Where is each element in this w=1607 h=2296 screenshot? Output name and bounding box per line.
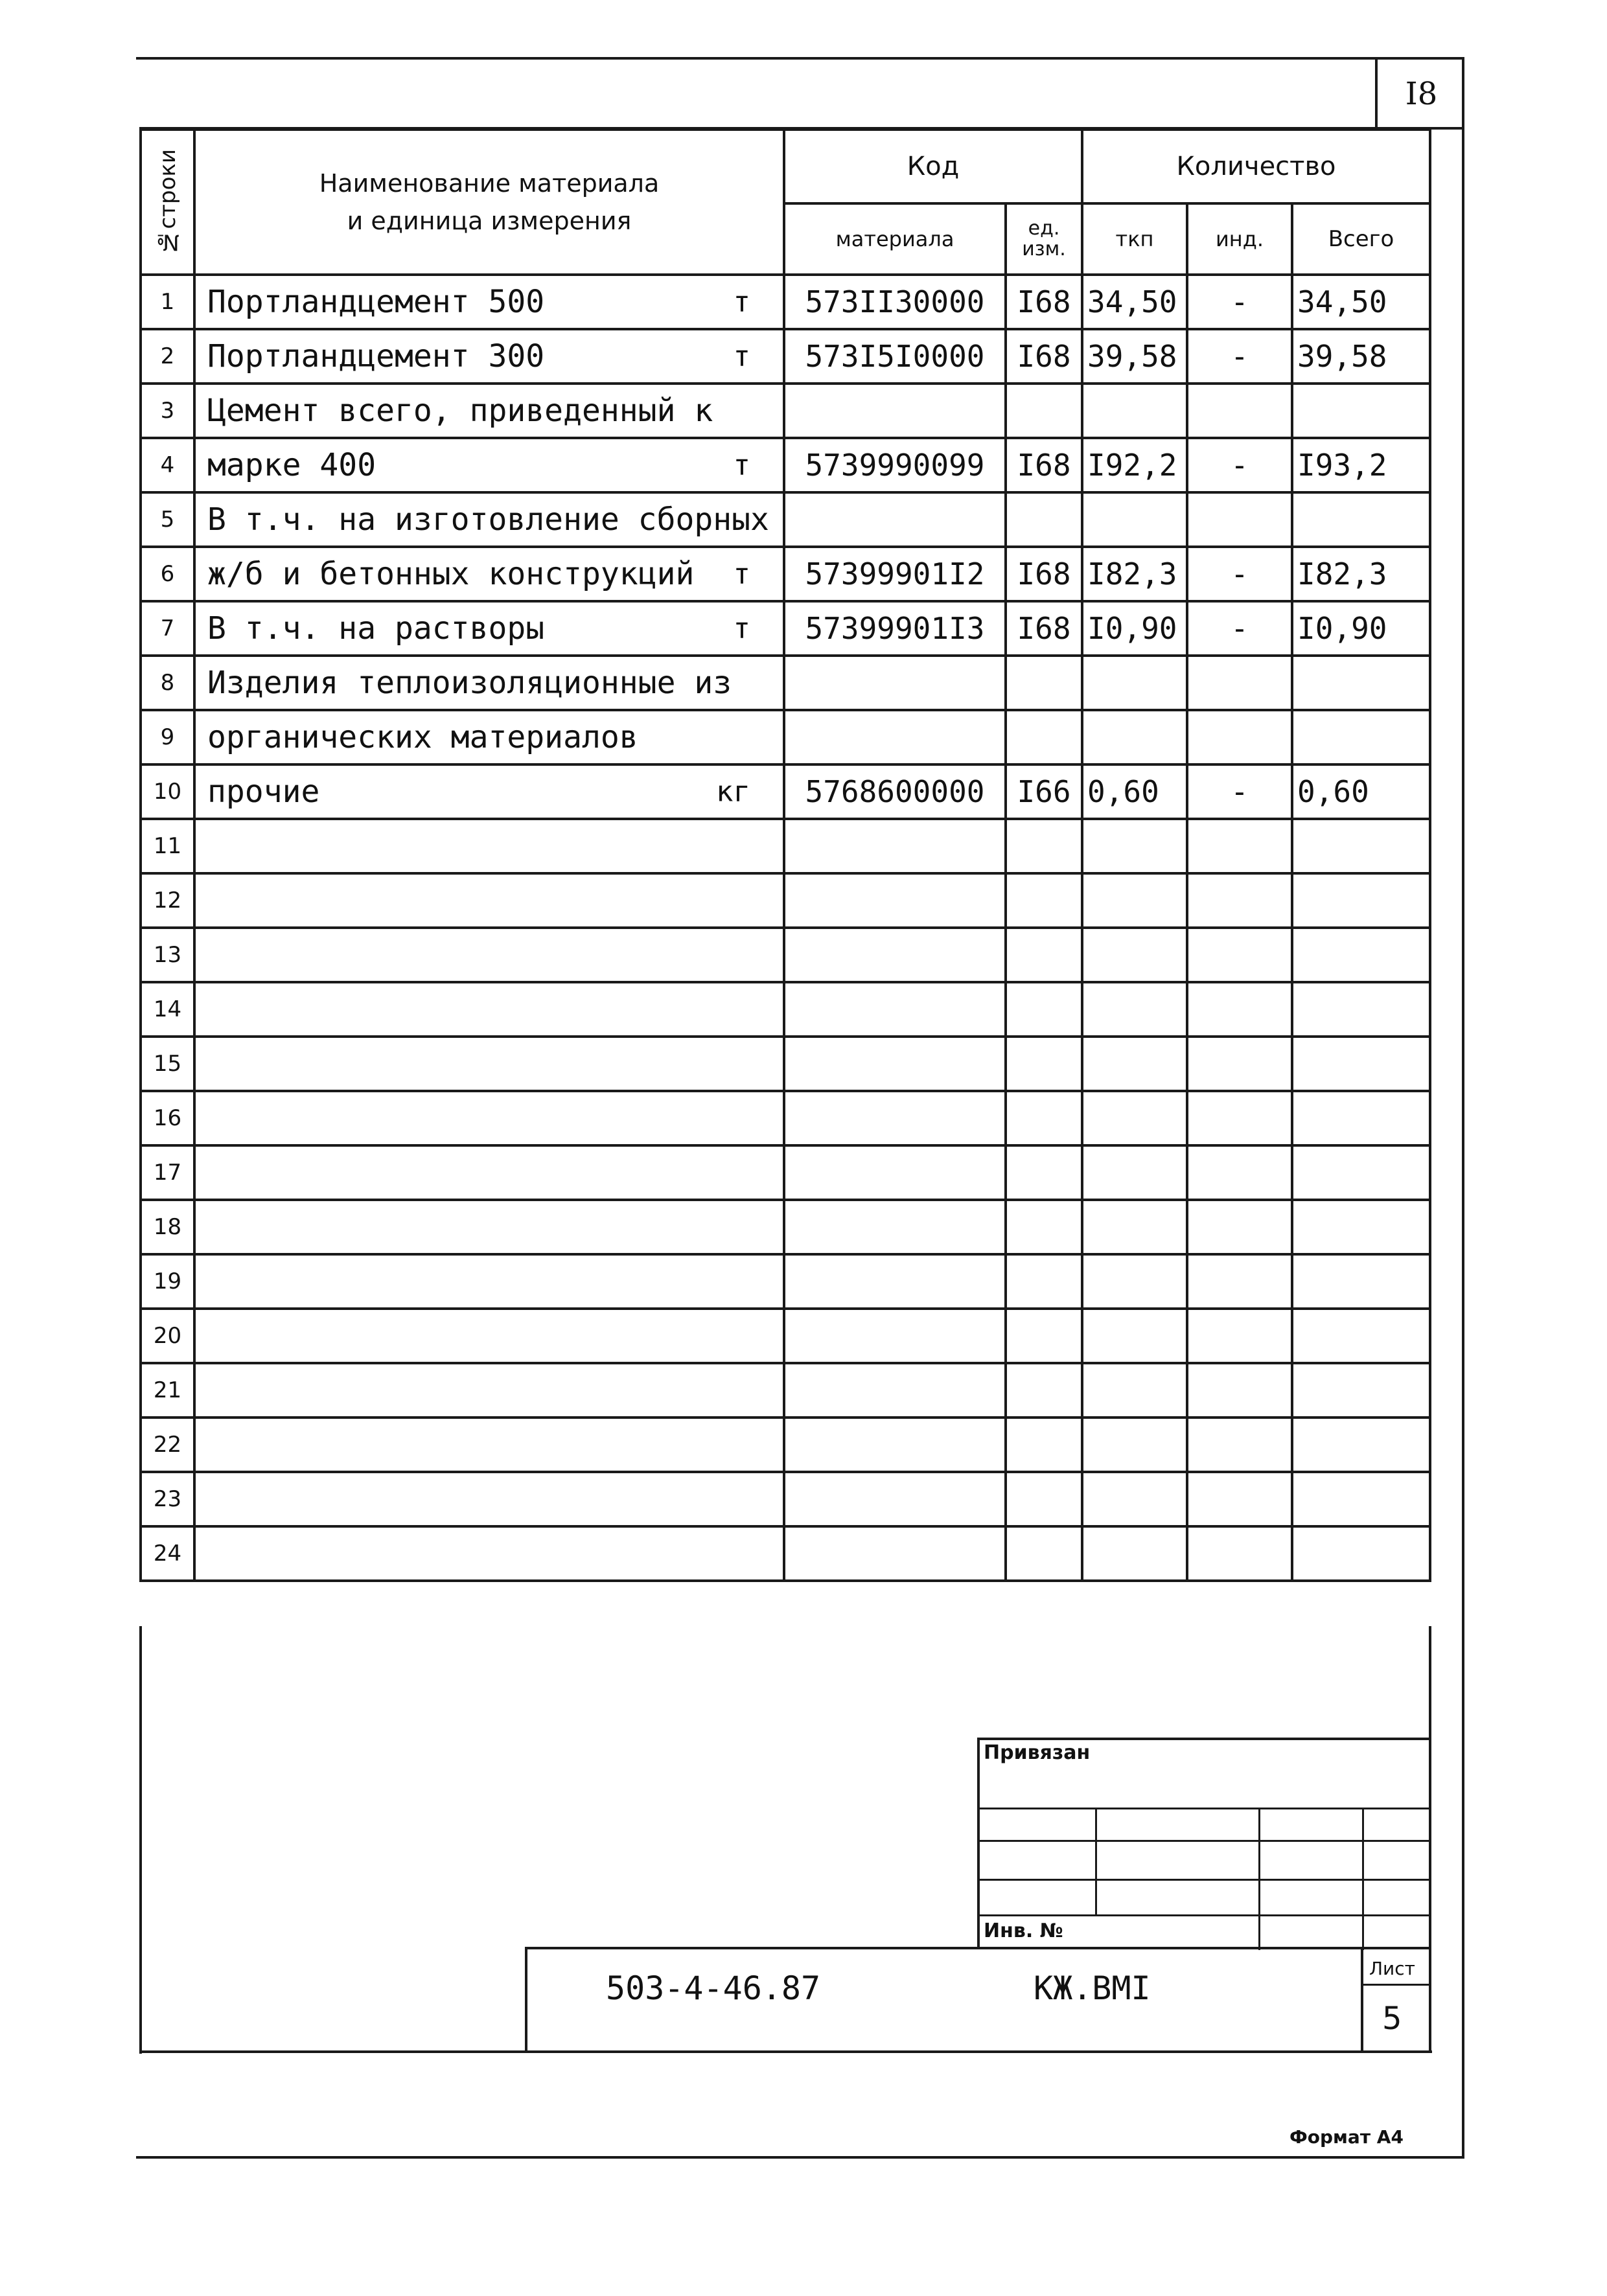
table-row <box>141 438 1430 492</box>
table-row <box>141 601 1430 656</box>
qty-total-cell <box>1292 384 1430 438</box>
material-name-cell <box>194 275 784 329</box>
row-number-cell: 22 <box>141 1418 194 1472</box>
qty-total-cell: I82,3 <box>1292 547 1430 601</box>
unit-code-cell: I66 <box>1006 764 1082 819</box>
qty-tkp-cell <box>1082 982 1187 1037</box>
material-name-cell <box>194 438 784 492</box>
material-code-cell <box>784 819 1006 873</box>
table-row <box>141 819 1430 873</box>
material-name-cell <box>194 1037 784 1091</box>
table-row <box>141 710 1430 764</box>
table-row <box>141 1145 1430 1200</box>
qty-tkp-cell <box>1082 384 1187 438</box>
materials-table-body <box>141 275 1430 1581</box>
material-name-cell <box>194 1200 784 1254</box>
qty-total-cell <box>1292 1037 1430 1091</box>
material-code-cell <box>784 1145 1006 1200</box>
material-name-header-line2: и единица измерения <box>347 207 632 235</box>
qty-ind-cell: - <box>1187 438 1292 492</box>
qty-tkp-cell <box>1082 1363 1187 1418</box>
qty-tkp-cell: I82,3 <box>1082 547 1187 601</box>
qty-ind-cell: - <box>1187 275 1292 329</box>
qty-total-cell <box>1292 1309 1430 1363</box>
linked-vline-1 <box>1095 1808 1097 1914</box>
document-mark: КЖ.ВМI <box>1034 1969 1151 2007</box>
qty-tkp-cell <box>1082 492 1187 547</box>
table-row <box>141 1309 1430 1363</box>
sheet-number: 5 <box>1382 2001 1402 2037</box>
material-name-text: ж/б и бетонных конструкций <box>207 556 695 592</box>
qty-total-cell <box>1292 1200 1430 1254</box>
material-code-cell <box>784 873 1006 928</box>
unit-code-cell: I68 <box>1006 329 1082 384</box>
unit-code-cell <box>1006 1091 1082 1145</box>
qty-total-cell: 34,50 <box>1292 275 1430 329</box>
unit-text: т <box>733 285 750 319</box>
qty-total-cell: I0,90 <box>1292 601 1430 656</box>
row-number-cell: 18 <box>141 1200 194 1254</box>
qty-total-cell <box>1292 1363 1430 1418</box>
material-name-text: Портландцемент 300 <box>207 338 545 374</box>
unit-code-cell <box>1006 819 1082 873</box>
qty-tkp-cell <box>1082 928 1187 982</box>
row-number-cell: 4 <box>141 438 194 492</box>
material-name-cell <box>194 547 784 601</box>
code-group-header: Код <box>784 130 1082 203</box>
row-number-cell: 15 <box>141 1037 194 1091</box>
qty-tkp-cell <box>1082 1037 1187 1091</box>
unit-code-cell <box>1006 710 1082 764</box>
qty-tkp-cell <box>1082 1091 1187 1145</box>
material-code-cell <box>784 1526 1006 1581</box>
material-code-cell: 5768600000 <box>784 764 1006 819</box>
sheet-label: Лист <box>1369 1958 1415 1979</box>
material-name-cell <box>194 873 784 928</box>
table-row <box>141 764 1430 819</box>
quantity-group-header: Количество <box>1082 130 1430 203</box>
top-border-line <box>136 57 1464 60</box>
material-code-cell <box>784 656 1006 710</box>
qty-total-cell <box>1292 1254 1430 1309</box>
qty-tkp-cell: I0,90 <box>1082 601 1187 656</box>
bottom-border-line <box>136 2156 1464 2159</box>
material-name-cell <box>194 1309 784 1363</box>
table-row <box>141 1091 1430 1145</box>
linked-vline-2 <box>1258 1808 1260 1950</box>
code-material-header: материала <box>784 203 1006 275</box>
linked-label: Привязан <box>984 1741 1091 1764</box>
row-number-cell: 12 <box>141 873 194 928</box>
table-row <box>141 1418 1430 1472</box>
qty-ind-cell <box>1187 873 1292 928</box>
table-row <box>141 275 1430 329</box>
material-name-text: Изделия теплоизоляционные из <box>207 665 732 701</box>
table-row <box>141 1200 1430 1254</box>
material-name-header-line1: Наименование материала <box>319 169 660 198</box>
material-name-cell <box>194 1254 784 1309</box>
material-code-cell <box>784 1037 1006 1091</box>
material-name-text: В т.ч. на растворы <box>207 610 545 647</box>
row-number-cell: 5 <box>141 492 194 547</box>
qty-total-cell <box>1292 928 1430 982</box>
qty-ind-cell: - <box>1187 601 1292 656</box>
material-code-cell: 57399901I2 <box>784 547 1006 601</box>
material-code-cell <box>784 1091 1006 1145</box>
qty-total-cell <box>1292 656 1430 710</box>
qty-total-cell <box>1292 1472 1430 1526</box>
material-name-cell <box>194 1418 784 1472</box>
row-number-cell: 13 <box>141 928 194 982</box>
qty-ind-cell <box>1187 1418 1292 1472</box>
qty-ind-cell: - <box>1187 329 1292 384</box>
unit-code-cell <box>1006 982 1082 1037</box>
unit-code-cell: I68 <box>1006 438 1082 492</box>
table-row <box>141 1472 1430 1526</box>
qty-tkp-cell: 34,50 <box>1082 275 1187 329</box>
material-name-cell <box>194 492 784 547</box>
qty-total-cell <box>1292 873 1430 928</box>
unit-code-cell <box>1006 1145 1082 1200</box>
row-number-cell: 16 <box>141 1091 194 1145</box>
row-number-cell: 17 <box>141 1145 194 1200</box>
material-name-cell <box>194 1472 784 1526</box>
qty-tkp-cell <box>1082 1145 1187 1200</box>
row-number-cell: 3 <box>141 384 194 438</box>
qty-tkp-cell <box>1082 1526 1187 1581</box>
material-name-text: Портландцемент 500 <box>207 284 545 320</box>
row-number-cell: 8 <box>141 656 194 710</box>
qty-ind-cell <box>1187 1037 1292 1091</box>
qty-tkp-cell <box>1082 1309 1187 1363</box>
qty-ind-cell <box>1187 656 1292 710</box>
qty-tkp-cell <box>1082 873 1187 928</box>
unit-code-cell <box>1006 928 1082 982</box>
qty-tkp-cell <box>1082 1418 1187 1472</box>
unit-code-cell <box>1006 1418 1082 1472</box>
unit-text: т <box>733 557 750 591</box>
qty-total-cell <box>1292 819 1430 873</box>
title-block-left <box>525 1947 527 2052</box>
material-name-cell <box>194 1363 784 1418</box>
right-border-line <box>1462 60 1464 2159</box>
material-code-cell <box>784 1254 1006 1309</box>
row-number-cell: 14 <box>141 982 194 1037</box>
material-name-text: Цемент всего, приведенный к <box>207 393 713 429</box>
material-name-cell <box>194 982 784 1037</box>
material-name-cell <box>194 384 784 438</box>
material-name-cell <box>194 1091 784 1145</box>
unit-code-cell <box>1006 1309 1082 1363</box>
row-number-cell: 23 <box>141 1472 194 1526</box>
row-number-header <box>141 130 194 275</box>
material-code-cell <box>784 710 1006 764</box>
unit-code-cell <box>1006 1526 1082 1581</box>
unit-code-cell: I68 <box>1006 547 1082 601</box>
material-code-cell <box>784 492 1006 547</box>
qty-tkp-cell: 0,60 <box>1082 764 1187 819</box>
qty-ind-cell <box>1187 1091 1292 1145</box>
material-name-text: прочие <box>207 774 320 810</box>
material-name-cell <box>194 1145 784 1200</box>
table-row <box>141 982 1430 1037</box>
qty-tkp-cell: 39,58 <box>1082 329 1187 384</box>
qty-tkp-cell <box>1082 1254 1187 1309</box>
material-code-cell <box>784 928 1006 982</box>
qty-total-cell <box>1292 982 1430 1037</box>
qty-ind-cell <box>1187 1363 1292 1418</box>
material-name-cell <box>194 928 784 982</box>
table-row <box>141 547 1430 601</box>
qty-tkp-cell: I92,2 <box>1082 438 1187 492</box>
page-number: I8 <box>1375 60 1465 128</box>
material-code-cell: 57399901I3 <box>784 601 1006 656</box>
unit-text: кг <box>716 775 750 809</box>
material-code-cell <box>784 1200 1006 1254</box>
unit-code-cell <box>1006 656 1082 710</box>
material-name-cell <box>194 1526 784 1581</box>
material-code-cell: 5739990099 <box>784 438 1006 492</box>
row-number-header-text: №строки <box>154 149 181 255</box>
material-name-header <box>194 130 784 275</box>
unit-text: т <box>733 448 750 482</box>
title-block-top <box>525 1947 1430 1949</box>
qty-ind-cell: - <box>1187 764 1292 819</box>
unit-code-cell: I68 <box>1006 601 1082 656</box>
qty-ind-cell: - <box>1187 547 1292 601</box>
unit-text: т <box>733 339 750 373</box>
row-number-cell: 21 <box>141 1363 194 1418</box>
qty-ind-cell <box>1187 1145 1292 1200</box>
material-name-cell <box>194 656 784 710</box>
unit-code-cell <box>1006 1472 1082 1526</box>
table-row <box>141 1254 1430 1309</box>
qty-ind-cell <box>1187 819 1292 873</box>
material-code-cell <box>784 1363 1006 1418</box>
qty-ind-cell <box>1187 710 1292 764</box>
row-number-cell: 1 <box>141 275 194 329</box>
material-code-cell <box>784 1309 1006 1363</box>
qty-ind-cell <box>1187 1526 1292 1581</box>
table-row <box>141 1037 1430 1091</box>
qty-ind-cell <box>1187 1309 1292 1363</box>
qty-ind-cell <box>1187 982 1292 1037</box>
unit-code-header: ед. изм. <box>1006 203 1082 275</box>
qty-total-cell: 39,58 <box>1292 329 1430 384</box>
material-name-cell <box>194 819 784 873</box>
unit-code-cell <box>1006 1254 1082 1309</box>
qty-tkp-cell <box>1082 710 1187 764</box>
stamp-bottom-line <box>139 2050 1432 2053</box>
qty-total-cell <box>1292 492 1430 547</box>
material-code-cell: 573II30000 <box>784 275 1006 329</box>
qty-total-cell <box>1292 1418 1430 1472</box>
document-code: 503-4-46.87 <box>606 1969 821 2007</box>
unit-code-cell <box>1006 492 1082 547</box>
table-row <box>141 1526 1430 1581</box>
material-code-cell <box>784 982 1006 1037</box>
linked-vline-3 <box>1362 1808 1364 1950</box>
row-number-cell: 7 <box>141 601 194 656</box>
unit-code-cell <box>1006 1363 1082 1418</box>
sheet-cell-divider <box>1362 1984 1430 1986</box>
row-number-cell: 20 <box>141 1309 194 1363</box>
qty-total-cell: I93,2 <box>1292 438 1430 492</box>
material-name-cell <box>194 764 784 819</box>
qty-total-cell <box>1292 1091 1430 1145</box>
material-name-cell <box>194 601 784 656</box>
qty-total-cell <box>1292 1526 1430 1581</box>
qty-ind-header: инд. <box>1187 203 1292 275</box>
row-number-cell: 2 <box>141 329 194 384</box>
table-row <box>141 329 1430 384</box>
qty-ind-cell <box>1187 492 1292 547</box>
unit-code-cell <box>1006 1037 1082 1091</box>
row-number-cell: 24 <box>141 1526 194 1581</box>
row-number-cell: 11 <box>141 819 194 873</box>
material-code-cell <box>784 384 1006 438</box>
inv-label: Инв. № <box>984 1920 1063 1942</box>
qty-tkp-header: ткп <box>1082 203 1187 275</box>
qty-tkp-cell <box>1082 1472 1187 1526</box>
unit-text: т <box>733 612 750 645</box>
unit-code-cell <box>1006 384 1082 438</box>
table-row <box>141 384 1430 438</box>
qty-total-cell: 0,60 <box>1292 764 1430 819</box>
qty-total-header: Всего <box>1292 203 1430 275</box>
qty-tkp-cell <box>1082 819 1187 873</box>
material-name-text: органических материалов <box>207 719 638 755</box>
unit-code-cell <box>1006 1200 1082 1254</box>
material-name-cell <box>194 329 784 384</box>
sheet-cell-left <box>1361 1947 1363 2052</box>
qty-ind-cell <box>1187 384 1292 438</box>
material-name-text: В т.ч. на изготовление сборных <box>207 501 769 538</box>
unit-code-cell: I68 <box>1006 275 1082 329</box>
qty-tkp-cell <box>1082 656 1187 710</box>
material-code-cell <box>784 1472 1006 1526</box>
row-number-cell: 10 <box>141 764 194 819</box>
linked-box-top <box>978 1738 1430 1740</box>
linked-box-left <box>977 1738 980 1949</box>
row-number-cell: 19 <box>141 1254 194 1309</box>
table-row <box>141 1363 1430 1418</box>
qty-ind-cell <box>1187 1200 1292 1254</box>
qty-total-cell <box>1292 1145 1430 1200</box>
material-name-text: марке 400 <box>207 447 376 483</box>
row-number-cell: 6 <box>141 547 194 601</box>
unit-code-cell <box>1006 873 1082 928</box>
material-code-cell <box>784 1418 1006 1472</box>
table-row <box>141 873 1430 928</box>
format-label: Формат А4 <box>1289 2126 1404 2148</box>
qty-ind-cell <box>1187 1472 1292 1526</box>
table-row <box>141 656 1430 710</box>
left-lower-border <box>139 1626 142 2054</box>
qty-total-cell <box>1292 710 1430 764</box>
table-row <box>141 928 1430 982</box>
row-number-cell: 9 <box>141 710 194 764</box>
materials-table <box>139 128 1431 1582</box>
table-row <box>141 492 1430 547</box>
qty-tkp-cell <box>1082 1200 1187 1254</box>
material-name-cell <box>194 710 784 764</box>
qty-ind-cell <box>1187 1254 1292 1309</box>
material-code-cell: 573I5I0000 <box>784 329 1006 384</box>
qty-ind-cell <box>1187 928 1292 982</box>
